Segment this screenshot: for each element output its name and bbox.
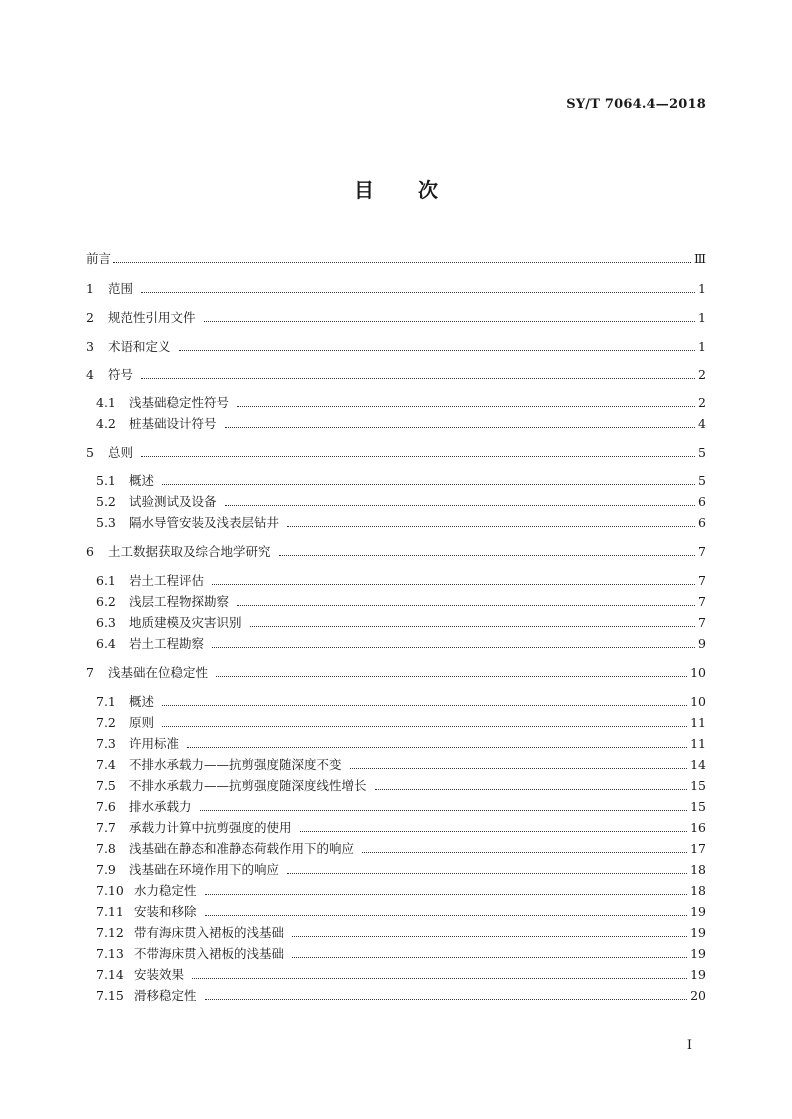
- toc-entry-page: 15: [690, 778, 706, 793]
- toc-dot-leader: [287, 873, 687, 874]
- toc-entry-page: 17: [690, 841, 706, 856]
- toc-entry-title: 不排水承载力——抗剪强度随深度不变: [129, 757, 342, 772]
- toc-entry-number: 7.5: [96, 778, 116, 793]
- toc-entry[interactable]: [86, 250, 706, 268]
- toc-entry[interactable]: [86, 593, 706, 611]
- toc-entry-page: 7: [698, 594, 706, 609]
- toc-dot-leader: [192, 978, 687, 979]
- toc-dot-leader: [141, 456, 695, 457]
- toc-entry-number: 7.11: [96, 904, 124, 919]
- toc-dot-leader: [141, 292, 695, 293]
- toc-dot-leader: [204, 321, 695, 322]
- toc-dot-leader: [362, 852, 687, 853]
- toc-dot-leader: [279, 555, 695, 556]
- toc-dot-leader: [141, 378, 695, 379]
- toc-entry[interactable]: [86, 966, 706, 984]
- toc-entry-title: 前言: [86, 251, 112, 266]
- toc-entry-page: 1: [698, 339, 706, 354]
- toc-entry-number: 4.1: [96, 395, 116, 410]
- toc-entry-title: 浅层工程物探勘察: [129, 594, 230, 609]
- toc-entry-title: 不带海床贯入裙板的浅基础: [134, 946, 285, 961]
- toc-entry-number: 7.9: [96, 862, 116, 877]
- toc-entry-page: 20: [690, 988, 706, 1003]
- toc-entry-page: 6: [698, 515, 706, 530]
- toc-dot-leader: [250, 626, 695, 627]
- toc-entry-number: 7: [86, 665, 94, 680]
- toc-dot-leader: [162, 726, 687, 727]
- toc-entry-title: 带有海床贯入裙板的浅基础: [134, 925, 285, 940]
- toc-entry-page: Ⅲ: [693, 251, 706, 266]
- toc-entry-title: 范围: [108, 281, 134, 296]
- toc-dot-leader: [205, 894, 688, 895]
- toc-entry-number: 7.2: [96, 715, 116, 730]
- toc-entry[interactable]: [86, 394, 706, 412]
- toc-entry[interactable]: [86, 924, 706, 942]
- toc-entry[interactable]: [86, 987, 706, 1005]
- toc-entry-page: 10: [690, 694, 706, 709]
- toc-entry-number: 5.1: [96, 473, 116, 488]
- toc-dot-leader: [292, 936, 687, 937]
- toc-entry-title: 排水承载力: [129, 799, 192, 814]
- toc-entry-title: 安装和移除: [134, 904, 197, 919]
- toc-entry-number: 7.6: [96, 799, 116, 814]
- toc-entry-title: 原则: [129, 715, 155, 730]
- toc-entry-title: 浅基础稳定性符号: [129, 395, 230, 410]
- toc-entry[interactable]: [86, 693, 706, 711]
- toc-entry-page: 11: [690, 736, 706, 751]
- toc-entry-page: 11: [690, 715, 706, 730]
- toc-entry-title: 浅基础在静态和准静态荷载作用下的响应: [129, 841, 355, 856]
- toc-entry-number: 2: [86, 310, 94, 325]
- toc-entry-title: 岩土工程勘察: [129, 636, 205, 651]
- toc-entry-title: 岩土工程评估: [129, 573, 205, 588]
- toc-entry-number: 7.8: [96, 841, 116, 856]
- toc-entry[interactable]: [86, 338, 706, 356]
- toc-entry-number: 4.2: [96, 416, 116, 431]
- toc-dot-leader: [187, 747, 687, 748]
- toc-entry-number: 6.1: [96, 573, 116, 588]
- toc-entry-title: 安装效果: [134, 967, 185, 982]
- toc-entry[interactable]: [86, 861, 706, 879]
- toc-entry-title: 地质建模及灾害识别: [129, 615, 242, 630]
- toc-entry[interactable]: [86, 514, 706, 532]
- toc-entry-number: 5.3: [96, 515, 116, 530]
- toc-entry[interactable]: [86, 945, 706, 963]
- toc-entry-number: 7.4: [96, 757, 116, 772]
- toc-dot-leader: [375, 789, 688, 790]
- toc-entry-number: 5: [86, 445, 94, 460]
- toc-entry-page: 16: [690, 820, 706, 835]
- toc-entry-number: 7.10: [96, 883, 124, 898]
- toc-dot-leader: [237, 605, 695, 606]
- toc-entry-page: 7: [698, 615, 706, 630]
- toc-dot-leader: [205, 915, 688, 916]
- toc-entry-page: 5: [698, 445, 706, 460]
- toc-entry-title: 符号: [108, 367, 134, 382]
- toc-entry-number: 6.4: [96, 636, 116, 651]
- toc-dot-leader: [162, 484, 695, 485]
- page-number: I: [686, 1038, 692, 1053]
- toc-dot-leader: [113, 262, 691, 263]
- toc-entry-number: 7.1: [96, 694, 116, 709]
- standard-code: SY/T 7064.4—2018: [566, 97, 706, 112]
- toc-entry-page: 7: [698, 573, 706, 588]
- toc-dot-leader: [287, 526, 695, 527]
- toc-entry-page: 19: [690, 925, 706, 940]
- toc-entry[interactable]: [86, 840, 706, 858]
- title-char-1: 目: [354, 178, 374, 202]
- toc-entry[interactable]: [86, 735, 706, 753]
- toc-dot-leader: [237, 406, 695, 407]
- toc-entry[interactable]: [86, 572, 706, 590]
- toc-entry[interactable]: [86, 366, 706, 384]
- toc-entry[interactable]: [86, 819, 706, 837]
- title-char-2: 次: [418, 178, 438, 202]
- toc-dot-leader: [350, 768, 688, 769]
- toc-entry-title: 许用标准: [129, 736, 180, 751]
- toc-entry-number: 7.14: [96, 967, 124, 982]
- toc-entry-title: 概述: [129, 694, 155, 709]
- toc-entry-page: 7: [698, 544, 706, 559]
- toc-entry-title: 土工数据获取及综合地学研究: [108, 544, 271, 559]
- page-title: [0, 174, 792, 203]
- toc-entry-title: 试验测试及设备: [129, 494, 217, 509]
- toc-entry-page: 19: [690, 946, 706, 961]
- toc-entry-number: 7.12: [96, 925, 124, 940]
- toc-dot-leader: [225, 427, 695, 428]
- toc-entry[interactable]: [86, 798, 706, 816]
- toc-entry-title: 规范性引用文件: [108, 310, 196, 325]
- toc-entry[interactable]: [86, 415, 706, 433]
- toc-entry-number: 4: [86, 367, 94, 382]
- toc-entry-number: 1: [86, 281, 94, 296]
- toc-entry-title: 总则: [108, 445, 134, 460]
- toc-entry[interactable]: [86, 714, 706, 732]
- toc-entry[interactable]: [86, 444, 706, 462]
- toc-entry-title: 浅基础在环境作用下的响应: [129, 862, 280, 877]
- toc-entry[interactable]: [86, 280, 706, 298]
- toc-entry-page: 6: [698, 494, 706, 509]
- toc-entry-title: 不排水承载力——抗剪强度随深度线性增长: [129, 778, 367, 793]
- toc-entry-number: 6.3: [96, 615, 116, 630]
- toc-entry-title: 滑移稳定性: [134, 988, 197, 1003]
- toc-entry[interactable]: [86, 756, 706, 774]
- toc-entry-page: 1: [698, 310, 706, 325]
- toc-entry-number: 7.13: [96, 946, 124, 961]
- toc-entry-title: 概述: [129, 473, 155, 488]
- toc-dot-leader: [205, 999, 688, 1000]
- toc-entry-page: 10: [690, 665, 706, 680]
- toc-entry-page: 18: [690, 883, 706, 898]
- toc-dot-leader: [212, 647, 695, 648]
- toc-entry[interactable]: [86, 493, 706, 511]
- toc-entry-page: 2: [698, 395, 706, 410]
- toc-entry[interactable]: [86, 777, 706, 795]
- toc-entry-number: 7.15: [96, 988, 124, 1003]
- toc-entry-page: 19: [690, 904, 706, 919]
- toc-dot-leader: [212, 584, 695, 585]
- toc-entry-page: 4: [698, 416, 706, 431]
- toc-entry-number: 6.2: [96, 594, 116, 609]
- toc-entry-title: 桩基础设计符号: [129, 416, 217, 431]
- toc-entry-page: 1: [698, 281, 706, 296]
- toc-entry-number: 7.3: [96, 736, 116, 751]
- toc-entry-page: 18: [690, 862, 706, 877]
- toc-entry[interactable]: [86, 903, 706, 921]
- toc-entry[interactable]: [86, 309, 706, 327]
- toc-dot-leader: [162, 705, 687, 706]
- toc-entry-page: 9: [698, 636, 706, 651]
- toc-entry-page: 19: [690, 967, 706, 982]
- toc-entry[interactable]: [86, 614, 706, 632]
- toc-entry-page: 2: [698, 367, 706, 382]
- toc-entry-page: 15: [690, 799, 706, 814]
- toc-entry-title: 术语和定义: [108, 339, 171, 354]
- toc-dot-leader: [200, 810, 688, 811]
- toc-entry-title: 水力稳定性: [134, 883, 197, 898]
- toc-entry[interactable]: [86, 472, 706, 490]
- toc-dot-leader: [292, 957, 687, 958]
- toc-entry-title: 浅基础在位稳定性: [108, 665, 209, 680]
- toc-entry[interactable]: [86, 664, 706, 682]
- toc-dot-leader: [300, 831, 688, 832]
- toc-entry-number: 3: [86, 339, 94, 354]
- toc-entry[interactable]: [86, 543, 706, 561]
- toc-dot-leader: [216, 676, 687, 677]
- toc-entry[interactable]: [86, 882, 706, 900]
- toc-entry-number: 5.2: [96, 494, 116, 509]
- toc-entry-title: 承载力计算中抗剪强度的使用: [129, 820, 292, 835]
- toc-entry-number: 7.7: [96, 820, 116, 835]
- toc-dot-leader: [225, 505, 695, 506]
- toc-entry-page: 5: [698, 473, 706, 488]
- toc-entry[interactable]: [86, 635, 706, 653]
- toc-dot-leader: [179, 350, 695, 351]
- toc-entry-title: 隔水导管安装及浅表层钻井: [129, 515, 280, 530]
- toc-entry-number: 6: [86, 544, 94, 559]
- toc-entry-page: 14: [690, 757, 706, 772]
